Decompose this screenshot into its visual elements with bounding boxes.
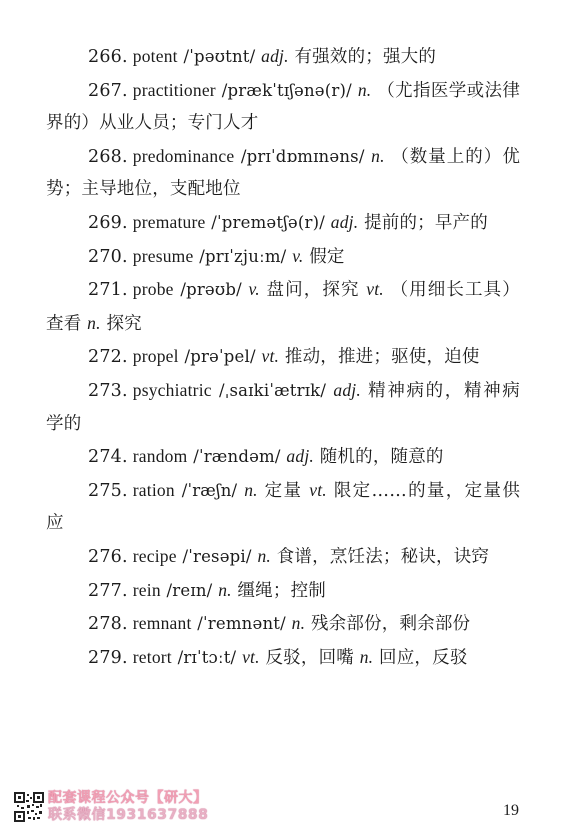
entry-number: 268.: [88, 146, 128, 167]
page-number: 19: [503, 802, 519, 819]
entry-definition: 随机的，随意的: [319, 447, 444, 468]
entry-definition: （尤指医学或法律界的）从业人员；专门人才: [46, 80, 521, 134]
entry-part-of-speech: n.: [357, 79, 372, 100]
vocab-entry: [46, 40, 520, 74]
entry-phonetic: /ˈremnənt/: [197, 614, 286, 634]
entry-part-of-speech-secondary: n.: [359, 646, 374, 667]
entry-number: 269.: [88, 212, 128, 233]
entry-number: 276.: [88, 546, 128, 567]
vocab-entry: [46, 440, 520, 474]
entry-definition: 推动，推进；驱使，迫使: [284, 347, 480, 368]
vocabulary-list: [46, 40, 520, 674]
promo-watermark: [48, 790, 208, 824]
entry-phonetic: /prɪˈzjuːm/: [199, 246, 287, 266]
entry-definition-tertiary: 探究: [106, 313, 142, 334]
entry-definition: 有强效的；强大的: [294, 47, 437, 67]
entry-number: 275.: [88, 480, 128, 501]
entry-word: practitioner: [132, 79, 216, 100]
entry-phonetic: /ˈpremətʃə(r)/: [211, 212, 325, 232]
entry-word: presume: [132, 245, 194, 266]
entry-number: 271.: [88, 280, 128, 301]
promo-line-1: 配套课程公众号【研大】: [48, 790, 208, 806]
entry-definition-secondary: 限定……的量，定量供应: [46, 480, 521, 534]
entry-word: psychiatric: [132, 379, 212, 400]
entry-number: 277.: [88, 580, 128, 601]
entry-part-of-speech-secondary: vt.: [309, 479, 327, 500]
entry-number: 279.: [88, 647, 128, 668]
entry-number: 274.: [88, 447, 128, 468]
entry-word: rein: [132, 579, 161, 600]
entry-part-of-speech: n.: [218, 579, 232, 600]
entry-part-of-speech: vt.: [242, 646, 260, 667]
entry-phonetic: /prɪˈdɒmɪnəns/: [240, 146, 365, 166]
entry-number: 272.: [88, 347, 128, 368]
entry-definition: 假定: [309, 246, 345, 267]
entry-word: potent: [132, 46, 178, 66]
entry-definition: 盘问，探究: [266, 280, 360, 301]
vocab-entry: [46, 74, 520, 140]
promo-line-2: 联系微信1931637888: [48, 807, 209, 823]
entry-part-of-speech: adj.: [286, 446, 314, 467]
vocab-entry: [46, 240, 520, 274]
entry-definition-secondary: 回应，反驳: [379, 647, 468, 668]
entry-phonetic: /ˈpəʊtnt/: [183, 47, 256, 66]
vocab-entry: [46, 641, 520, 675]
vocab-entry: [46, 574, 520, 608]
entry-part-of-speech-secondary: vt.: [366, 279, 384, 300]
entry-definition: 定量: [264, 480, 303, 501]
entry-definition: 反驳，回嘴: [265, 647, 354, 668]
entry-part-of-speech: vt.: [261, 346, 280, 367]
entry-part-of-speech: adj.: [333, 379, 361, 400]
entry-word: predominance: [132, 145, 235, 166]
entry-phonetic: /reɪn/: [166, 580, 213, 600]
entry-phonetic: /ˈresəpi/: [182, 546, 252, 566]
qr-code-icon: [14, 792, 44, 822]
entry-part-of-speech: n.: [244, 479, 258, 500]
entry-word: recipe: [132, 545, 177, 566]
entry-part-of-speech-tertiary: n.: [87, 312, 101, 333]
entry-definition: 残余部份，剩余部份: [310, 614, 471, 635]
page-footer: [10, 790, 559, 826]
vocab-entry: [46, 206, 520, 240]
vocab-entry: [46, 273, 520, 340]
entry-number: 273.: [88, 380, 128, 401]
entry-number: 266.: [88, 47, 128, 67]
vocab-entry: [46, 540, 520, 574]
vocab-entry: [46, 474, 520, 540]
entry-part-of-speech: v.: [292, 245, 304, 266]
entry-definition: （数量上的）优势；主导地位，支配地位: [46, 146, 521, 200]
entry-part-of-speech: v.: [248, 279, 260, 300]
entry-definition: 提前的；早产的: [364, 212, 488, 233]
entry-word: propel: [132, 346, 179, 367]
entry-phonetic: /ˈrændəm/: [193, 447, 281, 467]
entry-part-of-speech: n.: [257, 545, 271, 566]
entry-part-of-speech: adj.: [261, 46, 289, 66]
vocab-entry: [46, 607, 520, 641]
entry-definition: 食谱，烹饪法；秘诀，诀窍: [276, 546, 490, 567]
entry-word: premature: [132, 211, 206, 232]
vocab-entry: [46, 374, 520, 440]
entry-phonetic: /prəʊb/: [180, 280, 242, 300]
entry-phonetic: /ˌsaɪkiˈætrɪk/: [218, 380, 327, 400]
entry-number: 270.: [88, 246, 128, 267]
entry-phonetic: /ˈræʃn/: [181, 480, 238, 500]
entry-word: random: [132, 446, 188, 467]
entry-word: remnant: [132, 613, 192, 634]
entry-number: 267.: [88, 80, 128, 101]
vocab-entry: [46, 140, 520, 206]
entry-phonetic: /prəˈpel/: [184, 347, 256, 367]
entry-number: 278.: [88, 614, 128, 635]
entry-definition-secondary: （用细长工具）查看: [46, 280, 520, 334]
entry-part-of-speech: adj.: [330, 211, 359, 232]
entry-part-of-speech: n.: [371, 145, 385, 166]
entry-phonetic: /prækˈtɪʃənə(r)/: [221, 80, 352, 100]
vocab-entry: [46, 340, 520, 374]
entry-part-of-speech: n.: [291, 613, 306, 634]
entry-definition: 缰绳；控制: [237, 580, 326, 601]
entry-phonetic: /rɪˈtɔːt/: [177, 647, 237, 667]
entry-word: retort: [132, 646, 172, 667]
entry-definition: 精神病的，精神病学的: [46, 380, 521, 434]
entry-word: probe: [132, 279, 174, 300]
entry-word: ration: [132, 479, 175, 500]
